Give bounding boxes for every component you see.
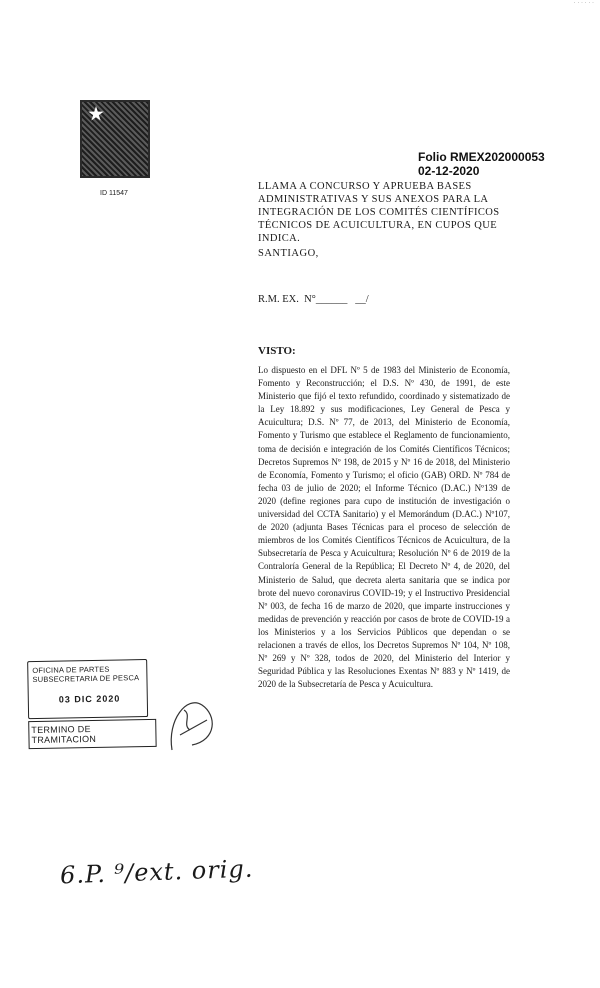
handwritten-note: 6.P. ⁹/ext. orig. — [59, 854, 254, 890]
logo-id: ID 11547 — [100, 190, 128, 197]
stamp-office: OFICINA DE PARTES — [32, 664, 110, 676]
reception-stamp — [27, 659, 155, 761]
stamp-date: 03 DIC 2020 — [58, 693, 121, 705]
stamp-agency: SUBSECRETARIA DE PESCA — [32, 673, 140, 685]
stamp-box — [27, 659, 148, 719]
resolution-number-line: R.M. EX. N°______ __/ — [258, 294, 369, 305]
star-icon — [88, 106, 104, 122]
signature-scribble — [162, 690, 222, 760]
visto-heading: VISTO: — [258, 345, 296, 357]
government-logo — [80, 100, 150, 178]
folio-number: Folio RMEX202000053 — [418, 150, 545, 164]
folio-date: 02-12-2020 — [418, 164, 480, 178]
document-title: LLAMA A CONCURSO Y APRUEBA BASES ADMINISTRATIVAS Y SUS ANEXOS PARA LA INTEGRACIÓN DE LOS COMITÉS CIENTÍFICOS TÉCNICOS DE ACUICULTURA, EN CUPOS QUE INDICA. — [258, 181, 500, 244]
stamp-footer: TERMINO DE TRAMITACION — [28, 719, 156, 749]
visto-body: Lo dispuesto en el DFL Nº 5 de 1983 del Ministerio de Economía, Fomento y Reconstrucción; el D.S. Nº 430, de 1991, de este Ministerio que fijó el texto refundido, coordinado y sistematizado de la Ley 18.892 y sus modificaciones, Ley General de Pesca y Acuicultura; D.S. Nº 77, de 2013, del Ministerio de Economía, Fomento y Turismo que establece el Reglamento de funcionamiento, toma de decisión e integración de los Comités Científicos Técnicos; Decretos Supremos Nº 198, de 2015 y Nº 16 de 2018, del Ministerio de Economía, Fomento y Turismo; el oficio (GAB) ORD. Nº 784 de fecha 03 de julio de 2020; el Informe Técnico (D.AC.) Nº139 de 2020 (define regiones para cupo de institución de investigación o universidad del CCTA Sanitario) y el Memorándum (D.AC.) Nº107, de 2020 (adjunta Bases Técnicas para el proceso de selección de miembros de los Comités Científicos Técnicos de Acuicultura, de la Subsecretaría de Pesca y Acuicultura; Resolución Nº 6 de 2019 de la Contraloría General de la República; El Decreto Nº 4, de 2020, del Ministerio de Salud, que decreta alerta sanitaria que se indica por brote del nuevo coronavirus COVID-19; y el Instructivo Presidencial Nº 003, de fecha 16 de marzo de 2020, que imparte instrucciones y medidas de prevención y reacción por casos de brote de COVID-19 a los Ministerios y a los Servicios Públicos que dependan o se relacionen a través de ellos, los Decretos Supremos Nº 104, Nº 108, Nº 269 y Nº 328, todos de 2020, del Ministerio del Interior y Seguridad Pública y las Resoluciones Exentas Nº 883 y Nº 1419, de 2020 de la Subsecretaría de Pesca y Acuicultura. — [258, 365, 510, 690]
city-line: SANTIAGO, — [258, 248, 319, 259]
folio-block — [418, 150, 545, 178]
corner-mark: · · · · · · — [573, 0, 594, 6]
